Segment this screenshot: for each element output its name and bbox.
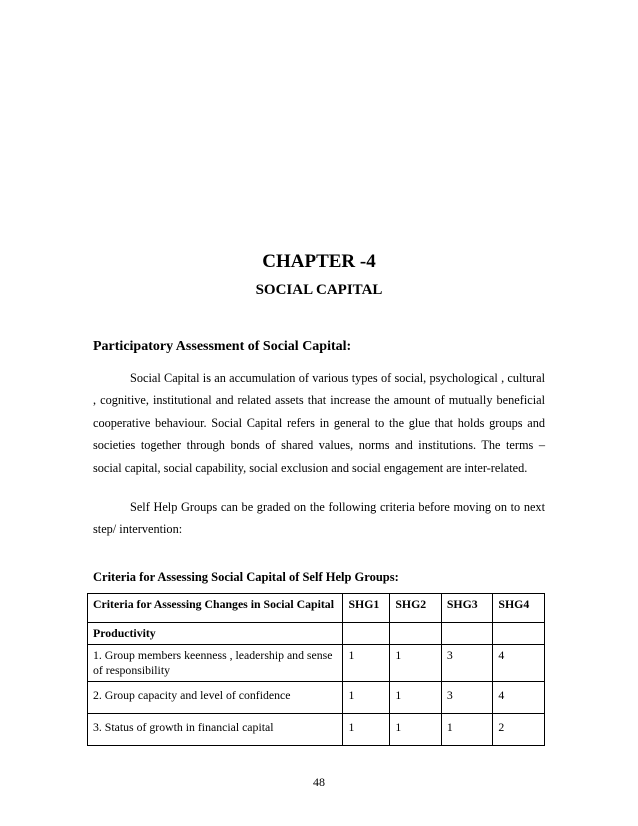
table-cell: 3 [441, 682, 493, 714]
header-shg3: SHG3 [441, 594, 493, 623]
header-shg1: SHG1 [343, 594, 390, 623]
chapter-title [0, 251, 638, 273]
table-cell [493, 623, 545, 645]
table-cell: 1. Group members keenness , leadership and sense of responsibility [88, 645, 343, 682]
header-criteria: Criteria for Assessing Changes in Social Capital [88, 594, 343, 623]
table-cell: 3 [441, 645, 493, 682]
chapter-subtitle-text: SOCIAL CAPITAL [255, 282, 383, 298]
criteria-heading: Criteria for Assessing Social Capital of Self Help Groups: [93, 570, 399, 584]
table-cell: 1 [343, 714, 390, 746]
table-cell: 1 [390, 682, 442, 714]
table-cell: 1 [343, 682, 390, 714]
table-cell: 2 [493, 714, 545, 746]
chapter-subtitle [0, 282, 638, 299]
table-cell: 1 [343, 645, 390, 682]
page-number: 48 [313, 775, 325, 789]
table-cell [343, 623, 390, 645]
paragraph-social-capital: Social Capital is an accumulation of various types of social, psychological , cultural , cognitive, institutional and related assets that increase the amount of mutually beneficial cooperative behaviour. Social Capital refers in general to the glue that holds groups and societies together through bonds of shared values, norms and institutions. The terms – social capital, social capability, social exclusion and social engagement are inter-related. [93, 371, 545, 475]
table-cell: 1 [390, 714, 442, 746]
table-header-row [88, 594, 545, 623]
table-cell: 1 [441, 714, 493, 746]
table-cell: 1 [390, 645, 442, 682]
criteria-table [87, 593, 545, 746]
table-cell [441, 623, 493, 645]
table-cell: 2. Group capacity and level of confidence [88, 682, 343, 714]
header-shg2: SHG2 [390, 594, 442, 623]
section-heading: Participatory Assessment of Social Capital: [93, 339, 352, 354]
table-cell: 4 [493, 682, 545, 714]
table-cell [390, 623, 442, 645]
table-subheader-row [88, 623, 545, 645]
table-row [88, 645, 545, 682]
table-row [88, 682, 545, 714]
table-cell: 4 [493, 645, 545, 682]
chapter-title-text: CHAPTER -4 [262, 251, 376, 272]
table-cell: 3. Status of growth in financial capital [88, 714, 343, 746]
paragraph-self-help-groups: Self Help Groups can be graded on the following criteria before moving on to next step/ intervention: [93, 500, 545, 537]
subheader-productivity: Productivity [88, 623, 343, 645]
table-row [88, 714, 545, 746]
header-shg4: SHG4 [493, 594, 545, 623]
